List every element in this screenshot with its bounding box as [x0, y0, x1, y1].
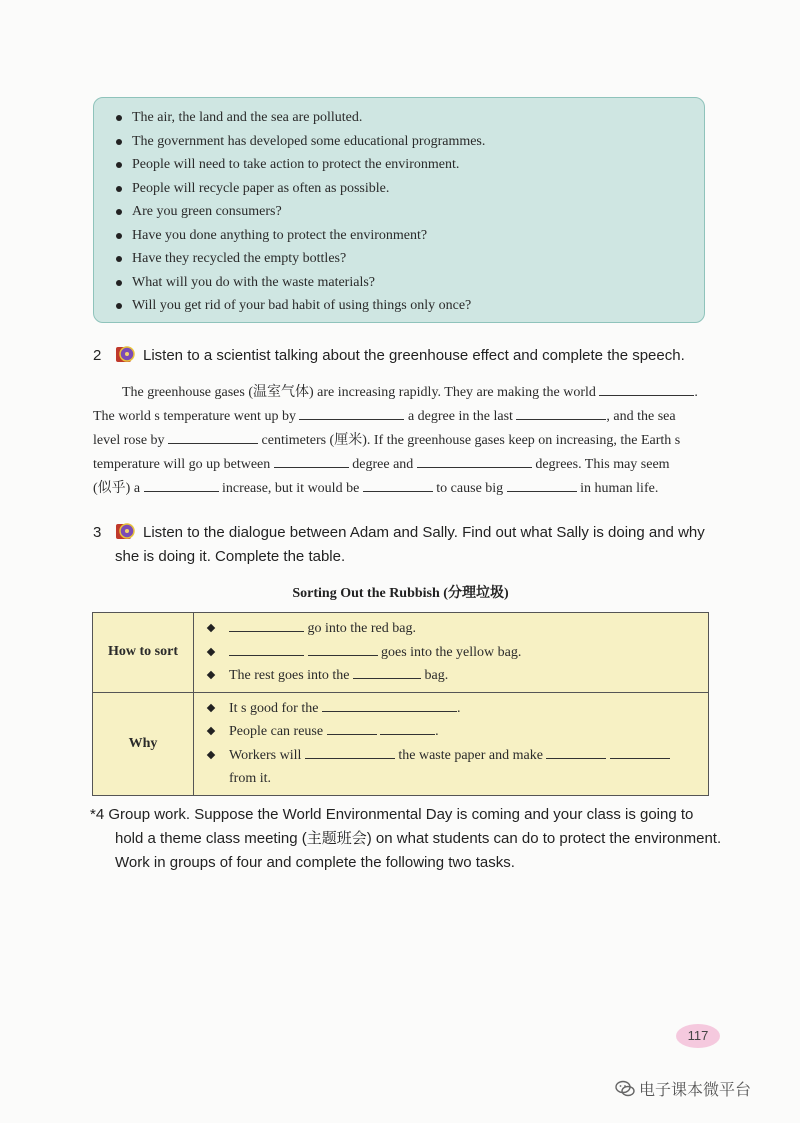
bullet-icon [116, 256, 122, 262]
key-sentences-list [116, 106, 704, 318]
speech-text: . [694, 385, 698, 400]
table-text: bag. [424, 668, 449, 683]
blank-input[interactable] [380, 720, 435, 735]
blank-input[interactable] [299, 405, 404, 420]
how-cell [194, 613, 709, 693]
blank-input[interactable] [599, 381, 694, 396]
blank-input[interactable] [610, 744, 670, 759]
table-text: . [456, 700, 461, 716]
speech-text: The greenhouse gases (温室气体) are increasing rapidly. They are making the world [122, 385, 596, 400]
bullet-icon [116, 209, 122, 215]
task-4-line3: Work in groups of four and complete the following two tasks. [115, 854, 515, 871]
table-row [93, 692, 709, 795]
blank-input[interactable] [308, 641, 378, 656]
speech-text: increase, but it would be [222, 481, 360, 496]
blank-input[interactable] [229, 617, 304, 632]
speech-paragraph [93, 381, 708, 501]
list-item [206, 664, 708, 688]
blank-input[interactable] [305, 744, 395, 759]
bullet-icon [116, 303, 122, 309]
diamond-bullet-icon [207, 647, 215, 655]
list-item: The government has developed some educational programmes. [116, 130, 704, 154]
blank-input[interactable] [516, 405, 606, 420]
task-number: 3 [93, 524, 102, 541]
speech-text: , and the sea [606, 409, 676, 424]
diamond-bullet-icon [207, 750, 215, 758]
blank-input[interactable] [274, 453, 349, 468]
blank-input[interactable] [546, 744, 606, 759]
list-item [206, 617, 708, 641]
table-title: Sorting Out the Rubbish (分理垃圾) [292, 586, 509, 601]
table-text: . [435, 724, 439, 739]
blank-input[interactable] [327, 720, 377, 735]
task-2-instruction [93, 344, 685, 368]
speech-text: level rose by [93, 433, 165, 448]
page-number: 117 [676, 1024, 720, 1048]
row-header-why: Why [93, 692, 194, 795]
task-number: 2 [93, 347, 102, 364]
diamond-bullet-icon [207, 727, 215, 735]
task-number: *4 [90, 806, 105, 823]
list-item: People will need to take action to protect the environment. [116, 153, 704, 177]
list-item-continuation: from it. [229, 771, 271, 786]
list-item: The air, the land and the sea are polluted. [116, 106, 704, 130]
watermark [615, 1077, 751, 1100]
table-text: People can reuse [229, 724, 324, 739]
task-3-instruction [93, 521, 705, 569]
blank-input[interactable] [363, 477, 433, 492]
table-text: The rest goes into the [229, 668, 350, 683]
speech-text: a degree in the last [407, 409, 513, 424]
blank-input[interactable] [507, 477, 577, 492]
row-header-how: How to sort [93, 613, 194, 693]
task-4-line2: hold a theme class meeting (主题班会) on what students can do to protect the environment. [115, 830, 722, 847]
bullet-icon [116, 280, 122, 286]
blank-input[interactable] [322, 697, 457, 712]
blank-input[interactable] [417, 453, 532, 468]
bullet-icon [116, 233, 122, 239]
task-4-line1: Group work. Suppose the World Environmental Day is coming and your class is going to [108, 806, 694, 823]
cd-listening-icon [115, 344, 137, 364]
bullet-icon [116, 115, 122, 121]
speech-text: The world s temperature went up by [93, 409, 296, 424]
table-text: goes into the yellow bag. [381, 644, 522, 660]
sorting-table [92, 612, 709, 796]
speech-text: degree and [352, 457, 414, 472]
blank-input[interactable] [353, 664, 421, 679]
key-sentences-box [93, 97, 705, 323]
bullet-icon [116, 162, 122, 168]
speech-text: to cause big [436, 481, 504, 496]
task-4-instruction [90, 803, 721, 875]
list-item: Will you get rid of your bad habit of using things only once? [116, 294, 704, 318]
diamond-bullet-icon [207, 703, 215, 711]
list-item: People will recycle paper as often as possible. [116, 177, 704, 201]
bullet-icon [116, 186, 122, 192]
watermark-text: 电子课本微平台 [639, 1080, 752, 1099]
table-row [93, 613, 709, 693]
list-item: Are you green consumers? [116, 200, 704, 224]
list-item [206, 744, 708, 768]
task-3-text-line1: Listen to the dialogue between Adam and Sally. Find out what Sally is doing and why [143, 524, 705, 541]
blank-input[interactable] [168, 429, 258, 444]
task-3-text-line2: she is doing it. Complete the table. [115, 548, 346, 565]
bullet-icon [116, 139, 122, 145]
speech-text: in human life. [580, 481, 659, 496]
list-item [206, 720, 708, 744]
speech-text: (似乎) a [93, 481, 141, 496]
table-text: Workers will [229, 747, 302, 763]
table-text: It s good for the [229, 700, 319, 716]
table-text: the waste paper and make [398, 747, 543, 763]
diamond-bullet-icon [207, 624, 215, 632]
blank-input[interactable] [144, 477, 219, 492]
diamond-bullet-icon [207, 671, 215, 679]
list-item [206, 697, 708, 721]
list-item: Have you done anything to protect the environment? [116, 224, 704, 248]
table-text: go into the red bag. [307, 621, 416, 636]
cd-listening-icon [115, 521, 137, 541]
task-2-text: Listen to a scientist talking about the greenhouse effect and complete the speech. [143, 347, 685, 364]
why-cell [194, 692, 709, 795]
list-item [206, 641, 708, 665]
list-item: What will you do with the waste materials? [116, 271, 704, 295]
list-item: Have they recycled the empty bottles? [116, 247, 704, 271]
speech-text: temperature will go up between [93, 457, 271, 472]
speech-text: degrees. This may seem [535, 457, 670, 472]
blank-input[interactable] [229, 641, 304, 656]
wechat-icon [615, 1080, 635, 1098]
speech-text: centimeters (厘米). If the greenhouse gases keep on increasing, the Earth s [261, 433, 681, 448]
